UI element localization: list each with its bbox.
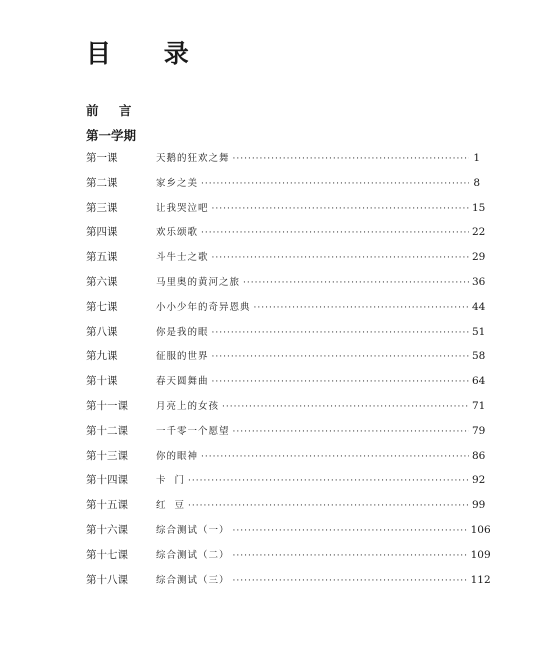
toc-page-number: 109	[470, 548, 491, 561]
toc-lesson-title: 征服的世界	[156, 351, 209, 363]
toc-lesson-title: 你的眼神	[156, 450, 199, 462]
toc-lesson-title: 一千零一个愿望	[156, 425, 230, 437]
toc-entry[interactable]	[86, 547, 491, 572]
toc-entry[interactable]	[86, 522, 491, 547]
toc-lesson-number: 第十五课	[86, 499, 128, 512]
toc-entry[interactable]	[86, 249, 486, 274]
toc-lesson-number: 第十一课	[86, 399, 128, 412]
toc-lesson-number: 第十八课	[86, 573, 128, 586]
toc-page-number: 36	[472, 275, 486, 288]
toc-page-number: 15	[472, 201, 486, 214]
toc-page-number: 99	[472, 499, 486, 512]
toc-entry[interactable]	[86, 224, 486, 249]
toc-lesson-title: 月亮上的女孩	[156, 400, 220, 412]
dot-leader	[233, 576, 468, 586]
toc-lesson-number: 第十二课	[86, 424, 128, 437]
dot-leader	[222, 402, 469, 412]
dot-leader	[233, 551, 468, 561]
toc-lesson-number: 第三课	[86, 201, 118, 214]
dot-leader	[212, 377, 469, 387]
toc-page-number: 22	[472, 226, 486, 239]
toc-entry[interactable]	[86, 274, 486, 299]
toc-lesson-number: 第八课	[86, 325, 118, 338]
toc-entry[interactable]	[86, 200, 486, 225]
toc-lesson-number: 第十四课	[86, 474, 128, 487]
dot-leader	[233, 154, 469, 164]
toc-page-number: 112	[470, 573, 491, 586]
toc-entry[interactable]	[86, 150, 480, 175]
toc-lesson-title: 斗牛士之歌	[156, 252, 209, 264]
toc-page-number: 92	[472, 474, 486, 487]
toc-entry[interactable]	[86, 572, 491, 597]
dot-leader	[188, 501, 469, 511]
dot-leader	[233, 427, 469, 437]
toc-lesson-title: 天鹅的狂欢之舞	[156, 153, 230, 164]
toc-lesson-number: 第一课	[86, 152, 118, 164]
page-title: 目 录	[86, 39, 211, 68]
toc-page-number: 29	[472, 251, 486, 264]
dot-leader	[212, 328, 469, 338]
toc-lesson-title: 红 豆	[156, 500, 186, 512]
toc-entry[interactable]	[86, 299, 486, 324]
toc-lesson-title: 综合测试（三）	[156, 574, 230, 586]
dot-leader	[233, 526, 468, 536]
toc-entry[interactable]	[86, 373, 486, 398]
semester-heading: 第一学期	[86, 128, 137, 143]
toc-entry[interactable]	[86, 324, 486, 349]
toc-list	[86, 150, 491, 596]
toc-page-number: 51	[472, 325, 486, 338]
toc-entry[interactable]	[86, 348, 486, 373]
toc-lesson-title: 让我哭泣吧	[156, 202, 209, 214]
toc-page-number: 1	[473, 152, 480, 164]
toc-page-number: 58	[472, 350, 486, 363]
dot-leader	[212, 352, 469, 362]
toc-lesson-title: 欢乐颂歌	[156, 227, 199, 239]
toc-entry[interactable]	[86, 497, 486, 522]
toc-entry[interactable]	[86, 423, 486, 448]
toc-page-number: 71	[472, 399, 486, 412]
dot-leader	[201, 228, 469, 238]
dot-leader	[212, 253, 469, 263]
toc-lesson-title: 春天圆舞曲	[156, 376, 209, 388]
toc-lesson-number: 第五课	[86, 251, 118, 264]
toc-page-number: 79	[472, 424, 486, 437]
toc-lesson-title: 你是我的眼	[156, 326, 209, 338]
toc-lesson-title: 综合测试（一）	[156, 524, 230, 536]
toc-lesson-number: 第七课	[86, 300, 118, 313]
dot-leader	[188, 476, 469, 486]
toc-lesson-number: 第十三课	[86, 449, 128, 462]
toc-entry[interactable]	[86, 175, 480, 200]
toc-lesson-number: 第十七课	[86, 548, 128, 561]
toc-lesson-title: 家乡之美	[156, 177, 199, 189]
dot-leader	[212, 204, 469, 214]
toc-lesson-title: 综合测试（二）	[156, 549, 230, 561]
toc-lesson-number: 第九课	[86, 350, 118, 363]
toc-page-number: 106	[470, 523, 491, 536]
dot-leader	[243, 278, 469, 288]
toc-entry[interactable]	[86, 448, 486, 473]
dot-leader	[254, 303, 469, 313]
toc-entry[interactable]	[86, 472, 486, 497]
toc-lesson-number: 第十课	[86, 375, 118, 388]
dot-leader	[201, 452, 469, 462]
toc-entry[interactable]	[86, 398, 486, 423]
toc-lesson-number: 第二课	[86, 176, 118, 189]
dot-leader	[201, 179, 469, 189]
toc-lesson-title: 小小少年的奇异恩典	[156, 301, 251, 313]
toc-lesson-number: 第十六课	[86, 523, 128, 536]
toc-lesson-number: 第四课	[86, 226, 118, 239]
toc-page-number: 8	[473, 176, 480, 189]
toc-page-number: 44	[472, 300, 486, 313]
toc-page-number: 86	[472, 449, 486, 462]
toc-lesson-title: 马里奥的黄河之旅	[156, 276, 241, 288]
toc-lesson-title: 卡 门	[156, 475, 186, 487]
toc-page-number: 64	[472, 375, 486, 388]
toc-lesson-number: 第六课	[86, 275, 118, 288]
preface-heading: 前 言	[86, 103, 140, 118]
